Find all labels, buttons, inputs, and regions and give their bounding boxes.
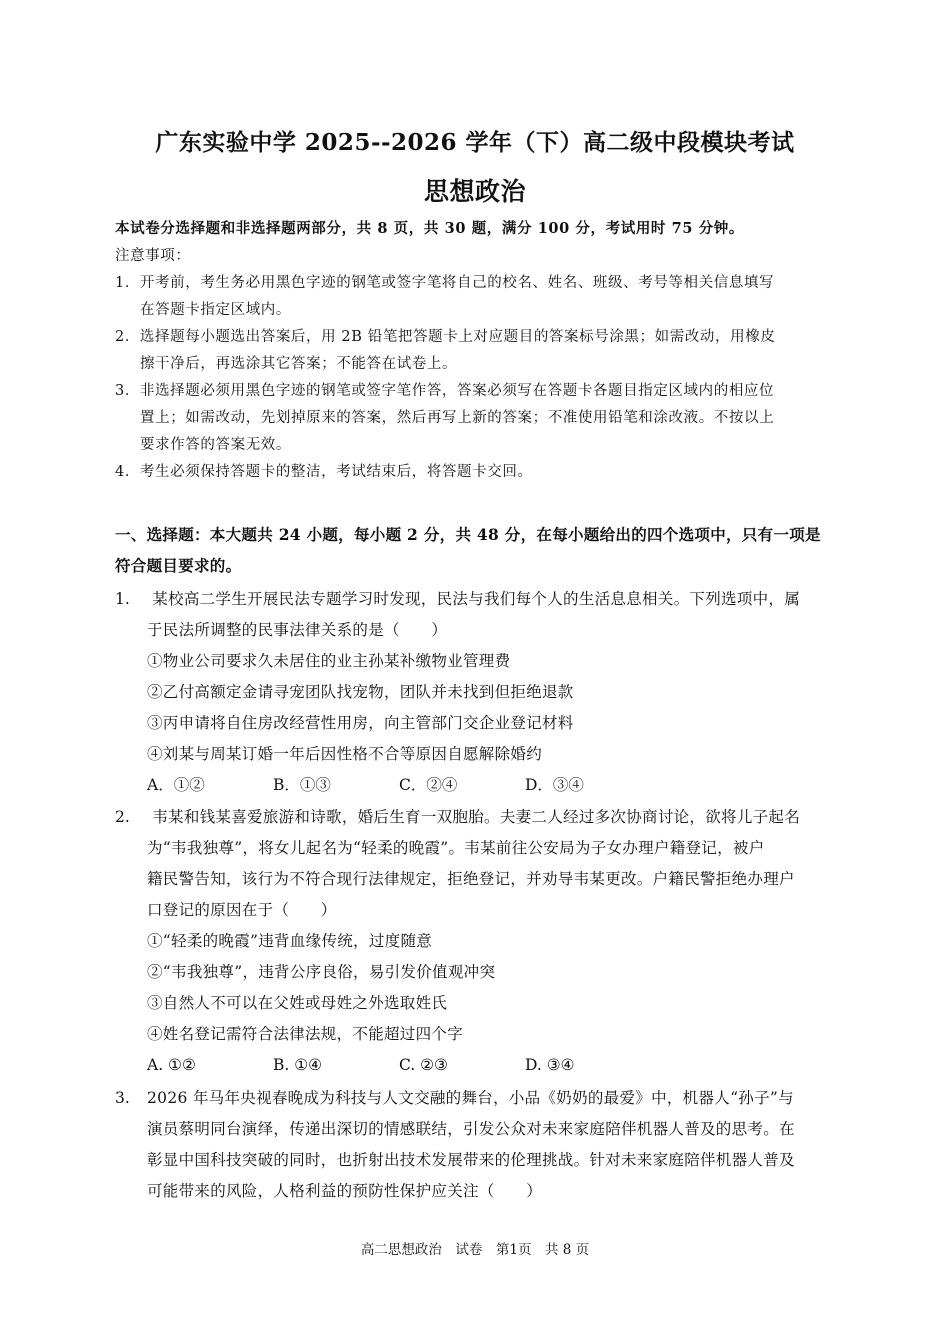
question-stem: 韦某和钱某喜爱旅游和诗歌，婚后生育一双胞胎。夫妻二人经过多次协商讨论，欲将儿子起名	[147, 808, 801, 826]
question-item: ②乙付高额定金请寻宠团队找宠物，团队并未找到但拒绝退款	[147, 683, 574, 701]
question-stem: 可能带来的风险，人格利益的预防性保护应关注（ ）	[147, 1182, 543, 1200]
question-item: ③自然人不可以在父姓或母姓之外选取姓氏	[147, 994, 448, 1012]
question-item: ①“轻柔的晚霞”违背血缘传统，过度随意	[147, 932, 433, 950]
option-d: D．③④	[525, 776, 584, 794]
question-stem: 2026 年马年央视春晚成为科技与人文交融的舞台，小品《奶奶的最爱》中，机器人“孙子”与	[147, 1089, 794, 1107]
notice-line: 3．非选择题必须用黑色字迹的钢笔或签字笔作答，答案必须写在答题卡各题目指定区域内的相应位	[115, 383, 775, 399]
question-item: ②“韦我独尊”，违背公序良俗，易引发价值观冲突	[147, 963, 496, 981]
option-a: A. ①②	[147, 1056, 196, 1074]
question-number: 1.	[115, 590, 130, 608]
option-c: C．②④	[399, 776, 458, 794]
notice-line: 2．选择题每小题选出答案后，用 2B 铅笔把答题卡上对应题目的答案标号涂黑；如需改动，用橡皮	[115, 329, 776, 345]
option-c: C. ②③	[399, 1056, 448, 1074]
subject-title: 思想政治	[423, 177, 526, 206]
question-item: ④姓名登记需符合法律法规，不能超过四个字	[147, 1025, 464, 1043]
exam-intro: 本试卷分选择题和非选择题两部分，共 8 页，共 30 题，满分 100 分，考试用时 75 分钟。	[115, 220, 744, 237]
notice-line: 4．考生必须保持答题卡的整洁，考试结束后，将答题卡交回。	[115, 464, 533, 480]
question-item: ③丙申请将自住房改经营性用房，向主管部门交企业登记材料	[147, 714, 574, 732]
question-number: 2.	[115, 808, 130, 826]
question-item: ④刘某与周某订婚一年后因性格不合等原因自愿解除婚约	[147, 745, 543, 763]
section-heading-cont: 符合题目要求的。	[115, 556, 242, 575]
question-stem: 籍民警告知，该行为不符合现行法律规定，拒绝登记，并劝导韦某更改。户籍民警拒绝办理户	[147, 870, 795, 888]
option-b: B. ①④	[273, 1056, 323, 1074]
notice-line: 在答题卡指定区域内。	[140, 302, 291, 318]
question-stem: 为“韦我独尊”，将女儿起名为“轻柔的晚霞”。韦某前往公安局为子女办理户籍登记，被户	[147, 839, 765, 857]
exam-title: 广东实验中学 2025--2026 学年（下）高二级中段模块考试	[155, 129, 795, 156]
question-stem: 某校高二学生开展民法专题学习时发现，民法与我们每个人的生活息息相关。下列选项中，属	[147, 590, 801, 608]
notice-line: 1．开考前，考生务必用黑色字迹的钢笔或签字笔将自己的校名、姓名、班级、考号等相关信息填写	[115, 275, 775, 291]
notice-heading: 注意事项：	[115, 248, 191, 264]
question-number: 3.	[115, 1089, 130, 1107]
answer-options	[147, 775, 651, 795]
section-heading: 一、选择题：本大题共 24 小题，每小题 2 分，共 48 分，在每小题给出的四个选项中，只有一项是	[115, 525, 821, 544]
answer-options	[147, 1055, 651, 1075]
question-stem: 演员蔡明同台演绎，传递出深切的情感联结，引发公众对未来家庭陪伴机器人普及的思考。在	[147, 1120, 795, 1138]
question-stem: 于民法所调整的民事法律关系的是（ ）	[147, 621, 448, 639]
question-item: ①物业公司要求久未居住的业主孙某补缴物业管理费	[147, 652, 511, 670]
question-stem: 彰显中国科技突破的同时，也折射出技术发展带来的伦理挑战。针对未来家庭陪伴机器人普及	[147, 1151, 795, 1169]
option-d: D. ③④	[525, 1056, 575, 1074]
notice-line: 要求作答的答案无效。	[140, 437, 291, 453]
question-stem: 口登记的原因在于（ ）	[147, 901, 337, 919]
notice-line: 擦干净后，再选涂其它答案；不能答在试卷上。	[140, 356, 458, 372]
option-a: A．①②	[147, 776, 205, 794]
option-b: B．①③	[273, 776, 331, 794]
notice-line: 置上；如需改动，先划掉原来的答案，然后再写上新的答案；不准使用铅笔和涂改液。不按以上	[140, 410, 775, 426]
page-footer: 高二思想政治 试卷 第1页 共 8 页	[360, 1242, 590, 1258]
